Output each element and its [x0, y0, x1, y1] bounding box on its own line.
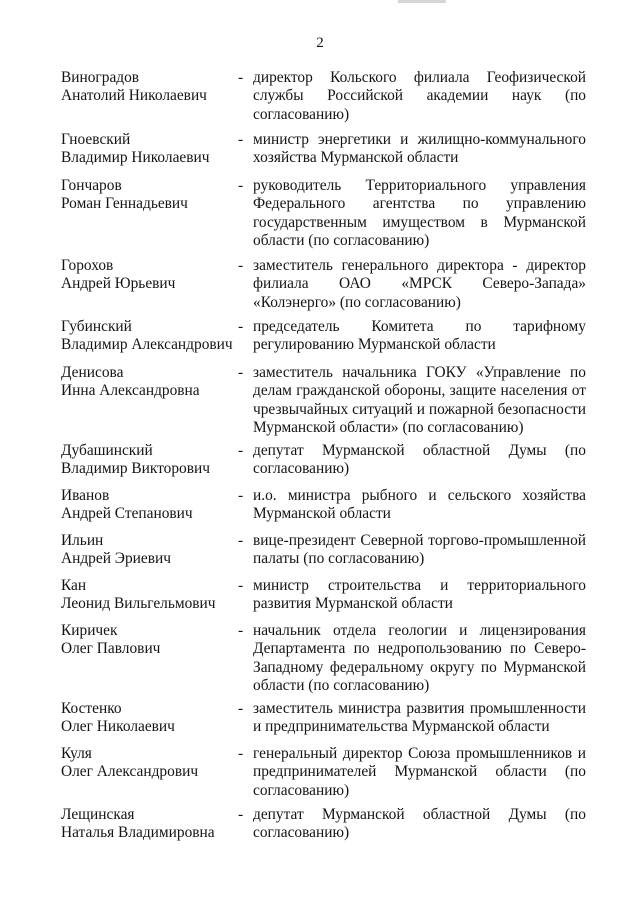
- given-names: Андрей Юрьевич: [61, 275, 176, 293]
- given-names: Владимир Николаевич: [61, 149, 210, 167]
- given-names: Андрей Степанович: [61, 505, 193, 523]
- surname: Виноградов: [61, 69, 140, 86]
- member-position: директор Кольского филиала Геофизической службы Российской академии наук (по согласованию): [253, 69, 586, 123]
- dash: -: [238, 318, 244, 335]
- member-position: председатель Комитета по тарифному регулированию Мурманской области: [253, 318, 586, 354]
- member-name: [61, 257, 236, 294]
- surname: Ильин: [61, 532, 104, 549]
- dash: -: [238, 487, 244, 504]
- dash: -: [238, 745, 244, 762]
- given-names: Леонид Вильгельмович: [61, 595, 216, 613]
- given-names: Инна Александровна: [61, 382, 200, 400]
- given-names: Роман Геннадьевич: [61, 195, 188, 213]
- surname: Гончаров: [61, 177, 122, 194]
- member-position: заместитель генерального директора - директор филиала ОАО «МРСК Северо-Запада» «Колэнерго» (по согласованию): [253, 257, 586, 311]
- dash: -: [238, 700, 244, 717]
- dash: -: [238, 532, 244, 549]
- surname: Киричек: [61, 622, 118, 639]
- surname: Губинский: [61, 318, 132, 335]
- member-position: министр энергетики и жилищно-коммунального хозяйства Мурманской области: [253, 131, 586, 167]
- surname: Денисова: [61, 364, 124, 381]
- page-number: 2: [316, 35, 324, 51]
- surname: Горохов: [61, 257, 114, 274]
- given-names: Олег Александрович: [61, 763, 199, 781]
- member-name: [61, 177, 236, 214]
- member-position: и.о. министра рыбного и сельского хозяйства Мурманской области: [253, 487, 586, 523]
- member-position: начальник отдела геологии и лицензирования Департамента по недропользованию по Северо-Западному федеральному округу по Мурманской области (по согласованию): [253, 622, 586, 694]
- member-position: министр строительства и территориального развития Мурманской области: [253, 577, 586, 613]
- given-names: Олег Николаевич: [61, 718, 175, 736]
- member-name: [61, 318, 236, 355]
- dash: -: [238, 177, 244, 194]
- given-names: Наталья Владимировна: [61, 824, 215, 842]
- dash: -: [238, 364, 244, 381]
- member-name: [61, 487, 236, 524]
- member-name: [61, 532, 236, 569]
- surname: Гноевский: [61, 131, 131, 148]
- dash: -: [238, 131, 244, 148]
- surname: Лещинская: [61, 806, 135, 823]
- member-name: [61, 577, 236, 614]
- member-name: [61, 364, 236, 401]
- dash: -: [238, 806, 244, 823]
- dash: -: [238, 577, 244, 594]
- member-position: депутат Мурманской областной Думы (по согласованию): [253, 442, 586, 478]
- member-name: [61, 700, 236, 737]
- member-position: руководитель Территориального управления Федерального агентства по управлению государственным имуществом в Мурманской области (по согласованию): [253, 177, 586, 249]
- surname: Кан: [61, 577, 87, 594]
- surname: Куля: [61, 745, 92, 762]
- dash: -: [238, 69, 244, 86]
- given-names: Владимир Викторович: [61, 460, 210, 478]
- dash: -: [238, 442, 244, 459]
- given-names: Андрей Эриевич: [61, 550, 171, 568]
- member-position: заместитель министра развития промышленности и предпринимательства Мурманской области: [253, 700, 586, 736]
- given-names: Анатолий Николаевич: [61, 87, 207, 105]
- surname: Дубашинский: [61, 442, 153, 459]
- member-name: [61, 806, 236, 843]
- top-rule: [398, 0, 446, 3]
- surname: Иванов: [61, 487, 110, 504]
- dash: -: [238, 622, 244, 639]
- member-position: генеральный директор Союза промышленников и предпринимателей Мурманской области (по согласованию): [253, 745, 586, 799]
- given-names: Владимир Александрович: [61, 336, 233, 354]
- member-name: [61, 745, 236, 782]
- member-name: [61, 69, 236, 106]
- member-name: [61, 622, 236, 659]
- member-position: заместитель начальника ГОКУ «Управление по делам гражданской обороны, защите населения от чрезвычайных ситуаций и пожарной безопасности Мурманской области» (по согласованию): [253, 364, 586, 436]
- member-name: [61, 131, 236, 168]
- member-name: [61, 442, 236, 479]
- member-position: депутат Мурманской областной Думы (по согласованию): [253, 806, 586, 842]
- surname: Костенко: [61, 700, 122, 717]
- given-names: Олег Павлович: [61, 640, 161, 658]
- dash: -: [238, 257, 244, 274]
- member-position: вице-президент Северной торгово-промышленной палаты (по согласованию): [253, 532, 586, 568]
